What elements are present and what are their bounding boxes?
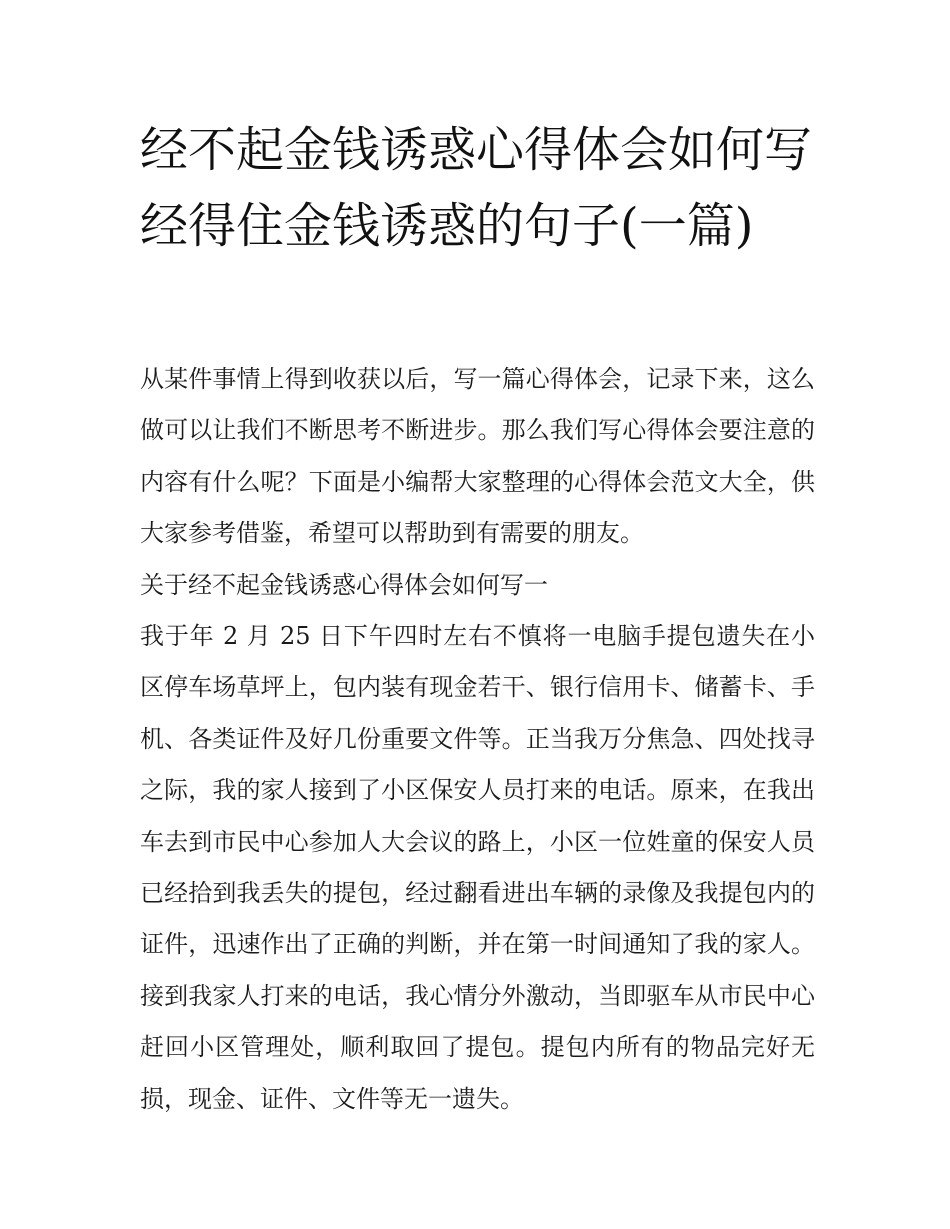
document-body: [140, 354, 815, 1125]
document-title: 经不起金钱诱惑心得体会如何写 经得住金钱诱惑的句子(一篇): [140, 122, 813, 254]
section-heading: 关于经不起金钱诱惑心得体会如何写一: [140, 570, 548, 599]
intro-paragraph: 从某件事情上得到收获以后，写一篇心得体会，记录下来，这么做可以让我们不断思考不断进步。那么我们写心得体会要注意的内容有什么呢？下面是小编帮大家整理的心得体会范文大全，供大家参考借鉴，希望可以帮助到有需要的朋友。: [140, 365, 815, 548]
story-paragraph: 我于年 2 月 25 日下午四时左右不慎将一电脑手提包遗失在小区停车场草坪上，包内装有现金若干、银行信用卡、储蓄卡、手机、各类证件及好几份重要文件等。正当我万分焦急、四处找寻之际，我的家人接到了小区保安人员打来的电话。原来，在我出车去到市民中心参加人大会议的路上，小区一位姓童的保安人员已经拾到我丢失的提包，经过翻看进出车辆的录像及我提包内的证件，迅速作出了正确的判断，并在第一时间通知了我的家人。接到我家人打来的电话，我心情分外激动，当即驱车从市民中心赶回小区管理处，顺利取回了提包。提包内所有的物品完好无损，现金、证件、文件等无一遗失。: [140, 622, 815, 1113]
